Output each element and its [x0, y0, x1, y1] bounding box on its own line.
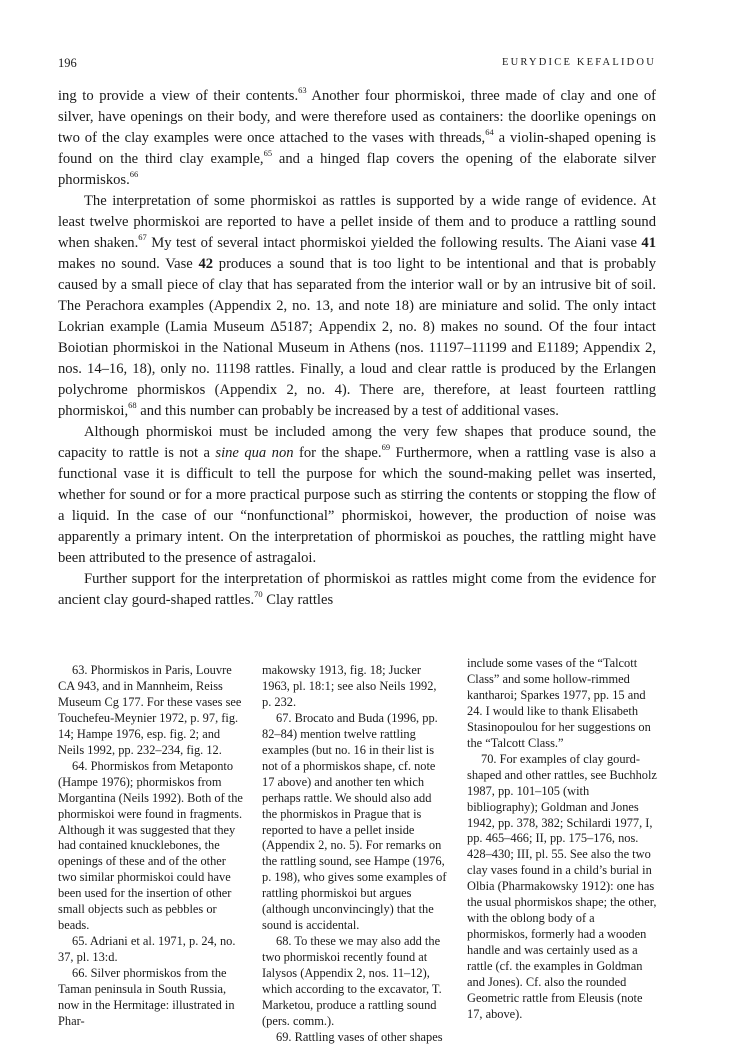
text-span: ing to provide a view of their contents.: [58, 88, 299, 104]
text-span: for the shape.: [293, 445, 382, 461]
latin-phrase: sine qua non: [215, 445, 294, 461]
footnote-68: 68. To these we may also add the two phormiskoi recently found at Ialysos (Appendix 2, nos. 11–12), which according to the excavator, T. Marketou, produce a rattling sound (pers. comm.).: [262, 934, 442, 1028]
footnotes-column-3: [467, 656, 657, 1023]
page-number: 196: [58, 56, 77, 70]
text-span: Further support for the interpretation of phormiskoi as rattles might come from the evidence for ancient clay gourd-shaped rattles.: [58, 571, 656, 608]
text-span: and this number can probably be increased by a test of additional vases.: [136, 403, 559, 419]
main-text: [58, 86, 656, 611]
text-span: makes no sound. Vase: [58, 256, 199, 272]
footnote-69: 69. Rattling vases of other shapes: [276, 1029, 443, 1044]
footnote-69-continued: include some vases of the “Talcott Class” and some hollow-rimmed kantharoi; Sparkes 1977, pp. 15 and 24. I would like to thank Elisabeth Stasinopoulou for her suggestions on the “Talcott Class.”: [467, 656, 651, 750]
footnote-ref-70[interactable]: 70: [254, 589, 263, 600]
text-span: The interpretation of some phormiskoi as rattles is supported by a wide range of evidence. At least twelve phormiskoi are reported to have a pellet inside of them and to produce a rattling sound when shaken.: [58, 193, 656, 251]
text-span: My test of several intact phormiskoi yielded the following results. The Aiani vase: [146, 235, 642, 251]
footnote-ref-67[interactable]: 67: [138, 232, 147, 243]
catalog-number-42: 42: [198, 256, 214, 272]
footnotes-column-2: [262, 663, 448, 1046]
text-span: Clay rattles: [262, 592, 334, 608]
footnote-ref-63[interactable]: 63: [298, 85, 307, 96]
text-span: Although phormiskoi must be included among the very few shapes that produce sound, the capacity to rattle is not a: [58, 424, 656, 461]
text-span: produces a sound that is too light to be intentional and that is probably caused by a small piece of clay that has separated from the interior wall or by an intrusive bit of soil. The Perachora examples (Appendix 2, no. 13, and note 18) are miniature and solid. The only intact Lokrian example (Lamia Museum Δ5187; Appendix 2, no. 8) makes no sound. Of the four intact Boiotian phormiskoi in the National Museum in Athens (nos. 11197–11199 and E1189; Appendix 2, nos. 14–16, 18), only no. 11198 rattles. Finally, a loud and clear rattle is produced by the Erlangen polychrome phormiskos (Appendix 2, no. 4). There are, therefore, at least fourteen rattling phormiskoi,: [58, 256, 657, 419]
paragraph-4: [58, 569, 656, 611]
text-span: a violin-shaped opening is found on the third clay example,: [58, 130, 656, 167]
footnote-ref-64[interactable]: 64: [485, 127, 494, 138]
footnote-ref-68[interactable]: 68: [128, 400, 137, 411]
paragraph-3: [58, 422, 656, 569]
footnotes-column-1: [58, 663, 244, 1030]
footnote-66-continued: makowsky 1913, fig. 18; Jucker 1963, pl. 18:1; see also Neils 1992, p. 232.: [262, 663, 437, 709]
footnote-64: 64. Phormiskos from Metaponto (Hampe 1976); phormiskos from Morgantina (Neils 1992). Both of the phormiskoi were found in fragments. Although it was suggested that they had contained knucklebones, the openings of these and of the other two similar phormiskoi could have been used for the insertion of other small objects such as pebbles or beads.: [58, 758, 243, 933]
footnote-ref-69[interactable]: 69: [381, 442, 391, 453]
text-span: and a hinged flap covers the opening of the elaborate silver phormiskos.: [58, 151, 656, 188]
paragraph-2: [58, 191, 656, 422]
footnote-ref-65[interactable]: 65: [263, 148, 273, 159]
paragraph-1: [58, 86, 656, 191]
footnote-66: 66. Silver phormiskos from the Taman peninsula in South Russia, now in the Hermitage: illustrated in Phar-: [58, 966, 235, 1028]
footnote-70: 70. For examples of clay gourd-shaped and other rattles, see Buchholz 1987, pp. 101–105 (with bibliography); Goldman and Jones 1942, pp. 378, 382; Schilardi 1977, I, pp. 465–466; II, pp. 175–176, nos. 428–430; III, pl. 55. See also the two clay vases found in a child’s burial in Olbia (Pharmakowsky 1912): one has the usual phormiskos shape; the other, with the oblong body of a phormiskos, formerly had a wooden handle and was certainly used as a rattle (cf. the examples in Goldman and Jones). Cf. also the rounded Geometric rattle from Eleusis (note 17, above).: [467, 751, 657, 1021]
footnote-67: 67. Brocato and Buda (1996, pp. 82–84) mention twelve rattling examples (but no. 16 in their list is not of a phormiskos shape, cf. note 17 above) and another ten which perhaps rattle. We should also add the phormiskos in Prague that is reported to have a pellet inside (Appendix 2, no. 5). For remarks on the rattling sound, see Hampe (1976, p. 198), who gives some examples of rattling phormiskoi but argues (although unconvincingly) that the sound is accidental.: [262, 710, 447, 933]
text-span: Furthermore, when a rattling vase is also a functional vase it is difficult to tell the purpose for which the sound-making pellet was inserted, whether for sound or for a more practical purpose such as stirring the contents or stopping the flow of a liquid. In the case of our “nonfunctional” phormiskoi, however, the production of noise was apparently a primary intent. On the interpretation of phormiskoi as pouches, the rattling might have been attributed to the presence of astragaloi.: [58, 445, 656, 566]
footnote-65: 65. Adriani et al. 1971, p. 24, no. 37, pl. 13:d.: [58, 934, 236, 965]
catalog-number-41: 41: [641, 235, 656, 251]
footnote-63: 63. Phormiskos in Paris, Louvre CA 943, and in Mannheim, Reiss Museum Cg 177. For these vases see Touchefeu-Meynier 1972, p. 97, fig. 14; Hampe 1976, esp. fig. 2; and Neils 1992, pp. 232–234, fig. 12.: [58, 663, 242, 757]
footnote-ref-66[interactable]: 66: [129, 169, 139, 180]
running-head: EURYDICE KEFALIDOU: [501, 57, 656, 68]
text-span: Another four phormiskoi, three made of clay and one of silver, have openings on their body, and were therefore used as containers: the doorlike openings on two of the clay examples were once attached to the vases with threads,: [58, 88, 656, 146]
